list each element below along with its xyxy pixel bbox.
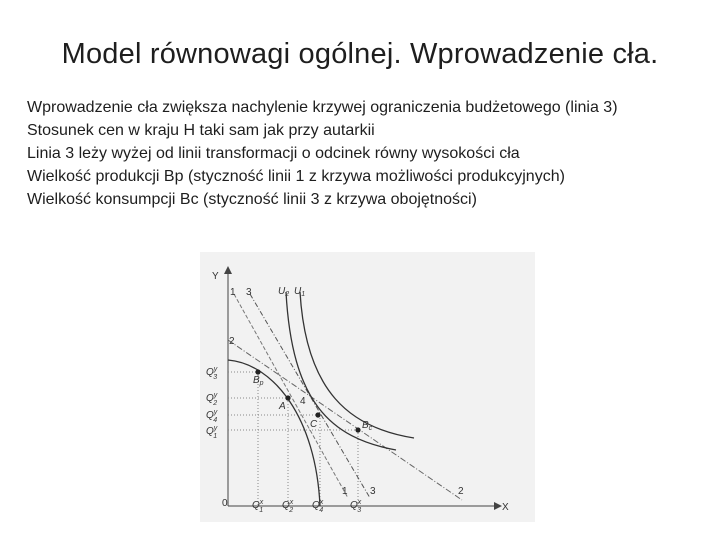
slide-title: Model równowagi ogólnej. Wprowadzenie cła.: [61, 38, 659, 70]
y-axis-label: Y: [212, 271, 219, 282]
production-possibility-curve: [228, 360, 320, 506]
line-label-2-bottom: 2: [458, 486, 464, 497]
x-tick-q3: $Q^x$ 3: [350, 499, 362, 514]
diagram-svg: [200, 252, 535, 522]
line-label-3-top: 3: [246, 287, 252, 298]
point-c: [315, 412, 320, 417]
y-tick-q1: $Q^y$ 1: [206, 425, 218, 440]
x-tick-q1: $Q^x$ 1: [252, 499, 264, 514]
point-bc: [355, 427, 360, 432]
bullet-item: Wielkość produkcji Bp (styczność linii 1 z krzywa możliwości produkcyjnych): [27, 168, 565, 185]
line-label-1-bottom: 1: [342, 486, 348, 497]
bullet-list: [27, 96, 707, 211]
point-label-4: 4: [300, 396, 306, 407]
y-tick-q4: $Q^y$ 4: [206, 409, 218, 424]
point-label-bc: $B_c$: [362, 420, 373, 432]
y-tick-q2: $Q^y$ 2: [206, 392, 218, 407]
point-label-c: C: [310, 419, 318, 430]
price-line-1: [234, 294, 348, 498]
line-label-3-bottom: 3: [370, 486, 376, 497]
general-equilibrium-diagram: [200, 252, 535, 522]
bullet-item: Linia 3 leży wyżej od linii transformacji o odcinek równy wysokości cła: [27, 145, 520, 162]
line-label-1-top: 1: [230, 287, 236, 298]
x-axis-label: X: [502, 502, 509, 513]
point-bp: [255, 369, 260, 374]
curve-label-u1: $U_1$: [294, 286, 306, 298]
point-label-bp: $B_p$: [253, 375, 264, 387]
y-tick-q3: $Q^y$ 3: [206, 366, 218, 381]
budget-line-2: [228, 340, 462, 500]
origin-label: 0: [222, 498, 228, 509]
bullet-item: Stosunek cen w kraju H taki sam jak przy autarkii: [27, 122, 375, 139]
x-tick-q4: $Q^x$ 4: [312, 499, 324, 514]
x-tick-q2: $Q^x$ 2: [282, 499, 294, 514]
x-axis-arrow: [494, 502, 502, 510]
point-label-a: A: [279, 401, 286, 412]
bullet-item: Wielkość konsumpcji Bc (styczność linii 3 z krzywa obojętności): [27, 191, 477, 208]
curve-label-u2: $U_2$: [278, 286, 290, 298]
bullet-item: Wprowadzenie cła zwiększa nachylenie krzywej ograniczenia budżetowego (linia 3): [27, 99, 618, 116]
point-a: [285, 395, 290, 400]
line-label-2-left: 2: [229, 336, 235, 347]
y-axis-arrow: [224, 266, 232, 274]
